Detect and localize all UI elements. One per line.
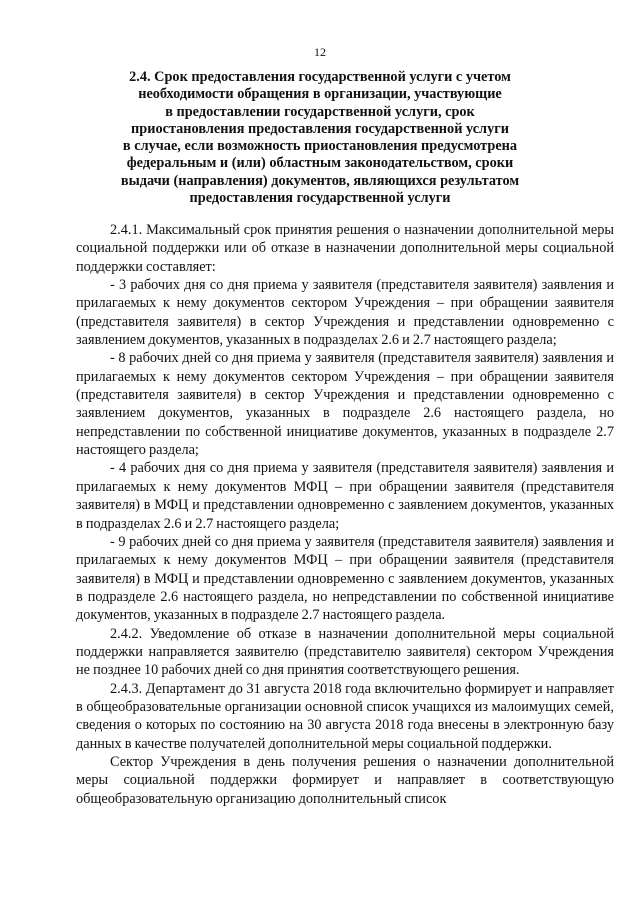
heading-line: выдачи (направления) документов, являющихся результатом bbox=[120, 172, 520, 189]
list-item-9-days: - 9 рабочих дней со дня приема у заявителя (представителя заявителя) заявления и прилагаемых к нему документов МФЦ – при обращении заявителя (представителя заявителя) в МФЦ и представлении одновременно с заявлением документов, указанных в подразделе 2.6 настоящего раздела, но непредставлении по собственной инициативе документов, указанных в подразделе 2.7 настоящего раздела. bbox=[76, 533, 614, 624]
paragraph-2-4-2: 2.4.2. Уведомление об отказе в назначении дополнительной меры социальной поддержки направляется заявителю (представителю заявителя) сектором Учреждения не позднее 10 рабочих дней со дня принятия соответствующего решения. bbox=[76, 625, 614, 679]
heading-line: федеральным и (или) областным законодательством, сроки bbox=[126, 155, 514, 172]
list-item-3-days: - 3 рабочих дня со дня приема у заявителя (представителя заявителя) заявления и прилагаемых к нему документов сектором Учреждения – при обращении заявителя (представителя заявителя) в сектор Учреждения и представлении одновременно с заявлением документов, указанных в подразделах 2.6 и 2.7 настоящего раздела; bbox=[76, 277, 614, 349]
heading-line: в случае, если возможность приостановления предусмотрена bbox=[122, 138, 518, 155]
paragraph-sector: Сектор Учреждения в день получения решения о назначении дополнительной меры социальной поддержки формирует и направляет в соответствующую общеобразовательную организацию дополнительный список bbox=[76, 753, 614, 807]
heading-line: необходимости обращения в организации, участвующие bbox=[138, 86, 502, 103]
heading-line: приостановления предоставления государственной услуги bbox=[131, 120, 509, 137]
paragraph-2-4-3: 2.4.3. Департамент до 31 августа 2018 года включительно формирует и направляет в общеобразовательные организации основной список учащихся из малоимущих семей, сведения о которых по состоянию на 30 августа 2018 года внесены в электронную базу данных в качестве получателей дополнительной меры социальной поддержки. bbox=[76, 680, 614, 752]
list-item-4-days: - 4 рабочих дня со дня приема у заявителя (представителя заявителя) заявления и прилагаемых к нему документов МФЦ – при обращении заявителя (представителя заявителя) в МФЦ и представлении одновременно с заявлением документов, указанных в подразделах 2.6 и 2.7 настоящего раздела; bbox=[76, 460, 614, 532]
document-body bbox=[76, 221, 614, 808]
section-heading bbox=[70, 69, 570, 207]
list-item-8-days: - 8 рабочих дней со дня приема у заявителя (представителя заявителя) заявления и прилагаемых к нему документов сектором Учреждения – при обращении заявителя (представителя заявителя) в сектор Учреждения и представлении одновременно с заявлением документов, указанных в подразделе 2.6 настоящего раздела, но непредставлении по собственной инициативе документов, указанных в подразделе 2.7 настоящего раздела; bbox=[76, 350, 614, 459]
heading-line: предоставления государственной услуги bbox=[189, 190, 451, 207]
heading-line: в предоставлении государственной услуги, срок bbox=[165, 103, 475, 120]
paragraph-2-4-1: 2.4.1. Максимальный срок принятия решения о назначении дополнительной меры социальной поддержки или об отказе в назначении дополнительной меры социальной поддержки составляет: bbox=[76, 222, 614, 275]
page-number: 12 bbox=[314, 45, 326, 59]
heading-line: 2.4. Срок предоставления государственной услуги с учетом bbox=[129, 69, 511, 85]
